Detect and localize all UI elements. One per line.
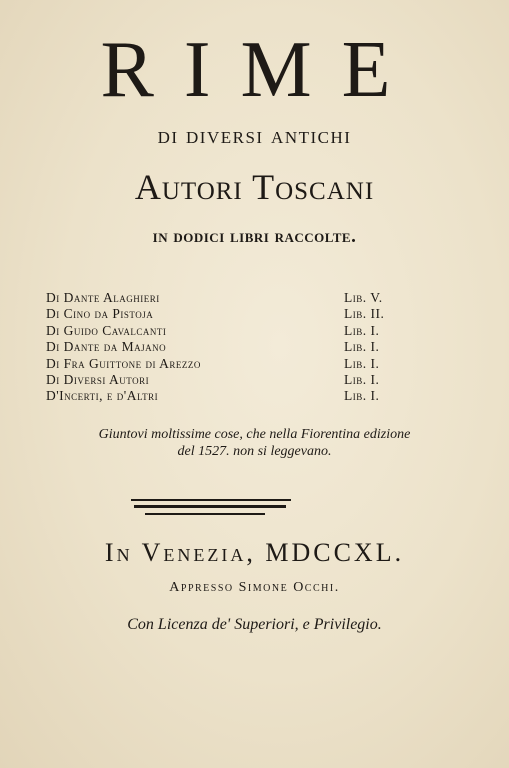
contents-book: Lib. V. <box>344 290 383 305</box>
contents-author: Di Guido Cavalcanti <box>46 322 167 338</box>
contents-author: Di Cino da Pistoja <box>46 306 154 322</box>
contents-author: Di Dante Alaghieri <box>46 290 160 305</box>
edition-note-line-2: del 1527. non si leggevano. <box>177 444 332 459</box>
contents-list <box>46 290 406 405</box>
subtitle-line-2: Autori Toscani <box>134 167 375 207</box>
contents-row <box>46 290 406 306</box>
subtitle-line-1: di diversi antichi <box>157 123 352 149</box>
contents-row <box>46 372 406 388</box>
ornamental-rule-bottom <box>145 513 265 515</box>
imprint-place-date: In Venezia, MDCCXL. <box>104 538 405 567</box>
printer-line: Appresso Simone Occhi. <box>169 580 340 595</box>
contents-author: D'Incerti, e d'Altri <box>46 388 159 404</box>
license-line: Con Licenza de' Superiori, e Privilegio. <box>127 616 382 633</box>
contents-row <box>46 306 406 322</box>
contents-book: Lib. II. <box>344 306 385 322</box>
book-title: RIME <box>100 26 421 114</box>
contents-book: Lib. I. <box>344 339 380 355</box>
ornamental-rule-middle <box>134 505 286 508</box>
edition-note <box>0 426 509 460</box>
contents-row <box>46 323 406 339</box>
contents-author: Di Fra Guittone di Arezzo <box>46 355 201 371</box>
contents-author: Di Diversi Autori <box>46 371 150 387</box>
contents-row <box>46 388 406 404</box>
contents-book: Lib. I. <box>344 355 380 371</box>
contents-book: Lib. I. <box>344 388 380 404</box>
contents-author: Di Dante da Majano <box>46 339 167 355</box>
contents-book: Lib. I. <box>344 322 380 338</box>
edition-note-line-1: Giuntovi moltissime cose, che nella Fiorentina edizione <box>98 427 411 442</box>
contents-row <box>46 339 406 355</box>
contents-book: Lib. I. <box>344 371 380 387</box>
contents-row <box>46 356 406 372</box>
ornamental-rule-top <box>131 499 291 501</box>
subtitle-line-3: in dodici libri raccolte. <box>152 226 357 247</box>
